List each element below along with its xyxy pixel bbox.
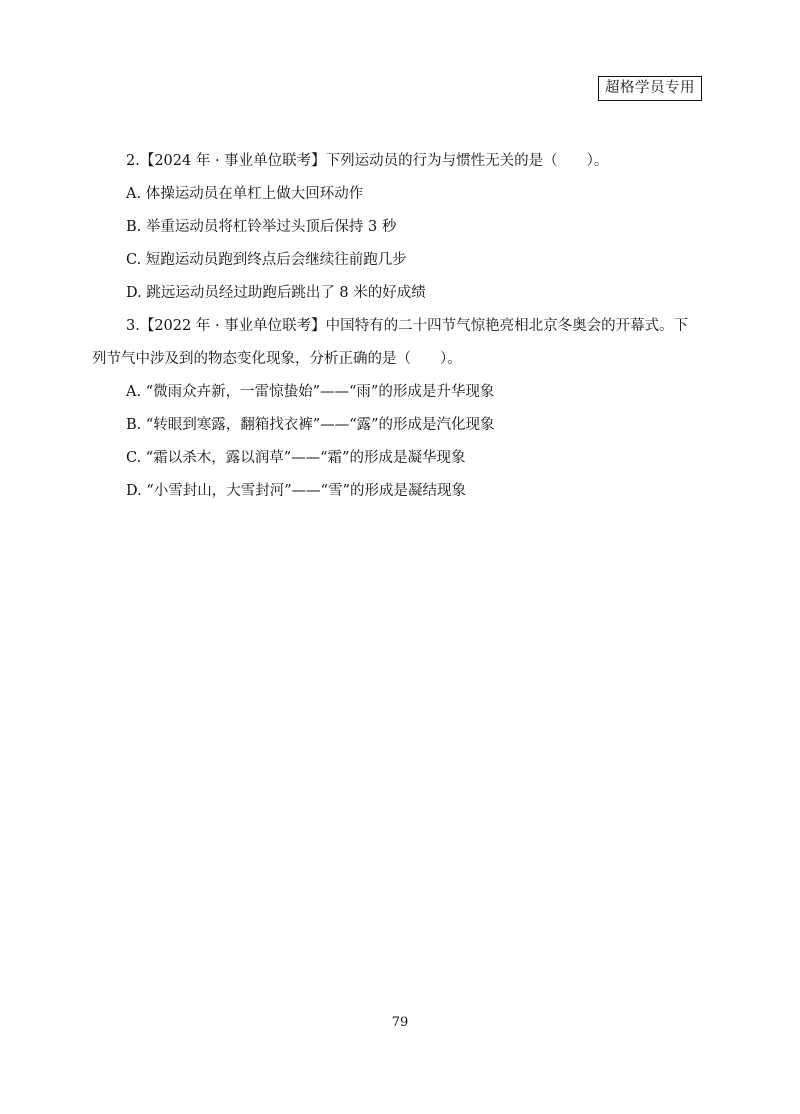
question-content — [92, 145, 700, 508]
question-3-option-d: D. “小雪封山，大雪封河”——“雪”的形成是凝结现象 — [126, 483, 466, 499]
question-2-option-c: C. 短跑运动员跑到终点后会继续往前跑几步 — [126, 252, 407, 268]
question-3-option-c: C. “霜以杀木，露以润草”——“霜”的形成是凝华现象 — [126, 450, 466, 466]
page-number: 79 — [391, 1015, 409, 1030]
question-2-option-a: A. 体操运动员在单杠上做大回环动作 — [126, 186, 364, 202]
question-2 — [92, 145, 700, 310]
question-3-option-a: A. “微雨众卉新，一雷惊蛰始”——“雨”的形成是升华现象 — [126, 384, 495, 400]
students-only-badge: 超格学员专用 — [598, 76, 702, 101]
question-2-stem: 2.【2024 年 · 事业单位联考】下列运动员的行为与惯性无关的是（ ）。 — [126, 153, 609, 169]
question-2-option-b: B. 举重运动员将杠铃举过头顶后保持 3 秒 — [126, 219, 397, 235]
question-3 — [92, 310, 700, 508]
question-3-stem: 3.【2022 年 · 事业单位联考】中国特有的二十四节气惊艳亮相北京冬奥会的开幕式。下列节气中涉及到的物态变化现象，分析正确的是（ ）。 — [92, 318, 689, 367]
question-2-option-d: D. 跳远运动员经过助跑后跳出了 8 米的好成绩 — [126, 285, 426, 301]
question-3-option-b: B. “转眼到寒露，翻箱找衣裤”——“露”的形成是汽化现象 — [126, 417, 495, 433]
